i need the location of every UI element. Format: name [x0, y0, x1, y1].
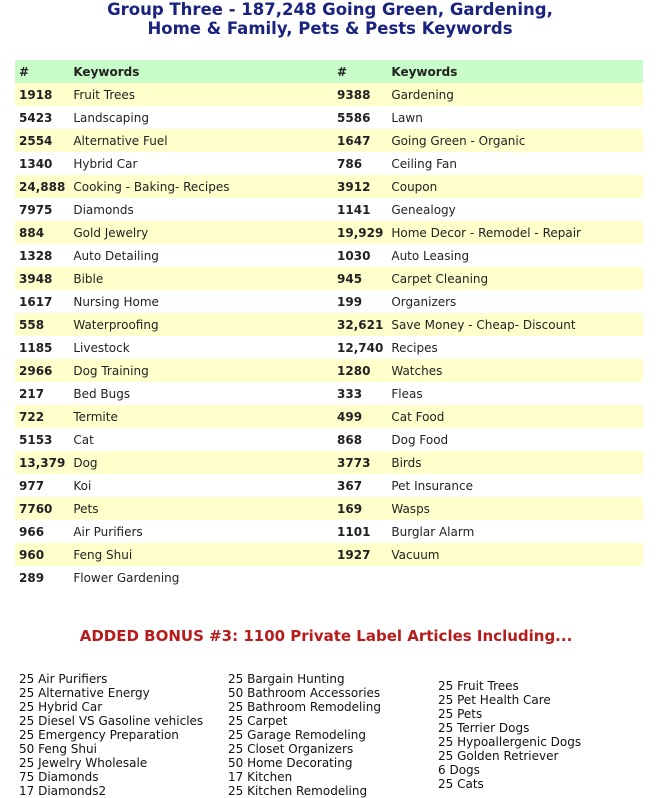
header-count-right: #: [333, 60, 387, 83]
list-item: 25 Kitchen Remodeling: [228, 784, 368, 798]
row-count-left: 13,379: [15, 451, 69, 474]
row-count-left: 217: [15, 382, 69, 405]
list-item: 25 Hybrid Car: [19, 700, 103, 714]
list-item: 25 Bathroom Remodeling: [228, 700, 381, 714]
list-item: 25 Golden Retriever: [438, 749, 559, 763]
list-item: 25 Jewelry Wholesale: [19, 756, 148, 770]
header-count-left: #: [15, 60, 69, 83]
list-item: 17 Diamonds2: [19, 784, 107, 798]
row-keyword-right: [387, 566, 643, 589]
row-keyword-left: Landscaping: [69, 106, 333, 129]
row-keyword-left: Bible: [69, 267, 333, 290]
row-keyword-right: Going Green - Organic: [387, 129, 643, 152]
row-count-right: 3773: [333, 451, 387, 474]
row-keyword-left: Gold Jewelry: [69, 221, 333, 244]
list-item: 75 Diamonds: [19, 770, 99, 784]
list-item: 50 Bathroom Accessories: [228, 686, 381, 700]
row-keyword-left: Cat: [69, 428, 333, 451]
table-row: [15, 359, 643, 382]
row-count-left: 5153: [15, 428, 69, 451]
row-keyword-left: Auto Detailing: [69, 244, 333, 267]
row-keyword-right: Pet Insurance: [387, 474, 643, 497]
list-item: 25 Closet Organizers: [228, 742, 354, 756]
row-keyword-left: Feng Shui: [69, 543, 333, 566]
row-count-left: 960: [15, 543, 69, 566]
row-keyword-left: Air Purifiers: [69, 520, 333, 543]
row-keyword-left: Waterproofing: [69, 313, 333, 336]
bonus-heading: ADDED BONUS #3: 1100 Private Label Articles Including...: [79, 627, 573, 645]
table-row: [15, 543, 643, 566]
table-row: [15, 520, 643, 543]
table-row: [15, 336, 643, 359]
table-row: [15, 175, 643, 198]
row-keyword-left: Cooking - Baking- Recipes: [69, 175, 333, 198]
table-row: [15, 106, 643, 129]
row-count-right: 786: [333, 152, 387, 175]
row-keyword-right: Cat Food: [387, 405, 643, 428]
row-keyword-right: Fleas: [387, 382, 643, 405]
table-header-row: [15, 60, 643, 83]
row-keyword-right: Wasps: [387, 497, 643, 520]
row-keyword-right: Carpet Cleaning: [387, 267, 643, 290]
row-count-left: 24,888: [15, 175, 69, 198]
row-count-right: 9388: [333, 83, 387, 106]
row-keyword-right: Dog Food: [387, 428, 643, 451]
row-keyword-left: Dog Training: [69, 359, 333, 382]
header-keywords-right: Keywords: [387, 60, 643, 83]
list-item: 25 Diesel VS Gasoline vehicles: [19, 714, 204, 728]
table-row: [15, 221, 643, 244]
row-keyword-right: Ceiling Fan: [387, 152, 643, 175]
row-count-left: 5423: [15, 106, 69, 129]
table-row: [15, 244, 643, 267]
row-keyword-left: Bed Bugs: [69, 382, 333, 405]
row-keyword-right: Coupon: [387, 175, 643, 198]
row-count-left: 1328: [15, 244, 69, 267]
row-keyword-right: Vacuum: [387, 543, 643, 566]
table-row: [15, 267, 643, 290]
list-item: 25 Bargain Hunting: [228, 672, 345, 686]
list-item: 25 Emergency Preparation: [19, 728, 179, 742]
row-count-right: 367: [333, 474, 387, 497]
row-keyword-left: Dog: [69, 451, 333, 474]
row-keyword-left: Flower Gardening: [69, 566, 333, 589]
list-item: 6 Dogs: [438, 763, 480, 777]
row-keyword-left: Termite: [69, 405, 333, 428]
row-count-left: 7760: [15, 497, 69, 520]
row-keyword-left: Hybrid Car: [69, 152, 333, 175]
table-row: [15, 290, 643, 313]
row-keyword-left: Nursing Home: [69, 290, 333, 313]
row-count-left: 977: [15, 474, 69, 497]
row-count-right: 32,621: [333, 313, 387, 336]
row-keyword-left: Diamonds: [69, 198, 333, 221]
table-row: [15, 497, 643, 520]
bonus-list-col1: [19, 672, 203, 798]
table-row: [15, 428, 643, 451]
row-count-right: 12,740: [333, 336, 387, 359]
row-keyword-left: Koi: [69, 474, 333, 497]
row-count-right: 5586: [333, 106, 387, 129]
row-count-left: 3948: [15, 267, 69, 290]
row-count-right: 199: [333, 290, 387, 313]
row-keyword-right: Auto Leasing: [387, 244, 643, 267]
row-keyword-left: Fruit Trees: [69, 83, 333, 106]
list-item: 25 Hypoallergenic Dogs: [438, 735, 582, 749]
row-keyword-right: Recipes: [387, 336, 643, 359]
row-count-left: 884: [15, 221, 69, 244]
row-keyword-right: Save Money - Cheap- Discount: [387, 313, 643, 336]
list-item: 25 Terrier Dogs: [438, 721, 530, 735]
row-count-right: 1101: [333, 520, 387, 543]
table-row: [15, 405, 643, 428]
row-count-right: 1647: [333, 129, 387, 152]
row-keyword-left: Pets: [69, 497, 333, 520]
bonus-list-col3: [438, 679, 581, 791]
row-count-right: 333: [333, 382, 387, 405]
table-row: [15, 129, 643, 152]
row-keyword-right: Birds: [387, 451, 643, 474]
table-row: [15, 313, 643, 336]
list-item: 25 Pets: [438, 707, 483, 721]
row-count-right: 499: [333, 405, 387, 428]
row-keyword-right: Watches: [387, 359, 643, 382]
list-item: 25 Cats: [438, 777, 484, 791]
row-count-left: 7975: [15, 198, 69, 221]
row-count-left: 722: [15, 405, 69, 428]
row-count-right: 3912: [333, 175, 387, 198]
bonus-list-col2: [228, 672, 381, 798]
row-count-right: 945: [333, 267, 387, 290]
row-count-left: 966: [15, 520, 69, 543]
list-item: 25 Garage Remodeling: [228, 728, 366, 742]
table-row: [15, 83, 643, 106]
row-keyword-right: Burglar Alarm: [387, 520, 643, 543]
row-count-right: 1927: [333, 543, 387, 566]
table-row: [15, 152, 643, 175]
row-count-left: 2966: [15, 359, 69, 382]
table-row: [15, 474, 643, 497]
page-title-line2: Home & Family, Pets & Pests Keywords: [147, 19, 513, 38]
list-item: 25 Pet Health Care: [438, 693, 551, 707]
row-keyword-right: Lawn: [387, 106, 643, 129]
row-keyword-left: Livestock: [69, 336, 333, 359]
row-count-left: 1185: [15, 336, 69, 359]
row-keyword-right: Genealogy: [387, 198, 643, 221]
list-item: 25 Carpet: [228, 714, 288, 728]
row-count-right: 19,929: [333, 221, 387, 244]
keywords-table: [15, 60, 643, 589]
row-count-right: 1141: [333, 198, 387, 221]
row-keyword-left: Alternative Fuel: [69, 129, 333, 152]
list-item: 50 Feng Shui: [19, 742, 97, 756]
row-count-left: 1340: [15, 152, 69, 175]
row-count-right: 1030: [333, 244, 387, 267]
row-count-left: 289: [15, 566, 69, 589]
row-keyword-right: Organizers: [387, 290, 643, 313]
list-item: 25 Alternative Energy: [19, 686, 150, 700]
row-count-right: [333, 566, 387, 589]
list-item: 25 Air Purifiers: [19, 672, 108, 686]
row-count-right: 868: [333, 428, 387, 451]
list-item: 17 Kitchen: [228, 770, 293, 784]
row-keyword-right: Home Decor - Remodel - Repair: [387, 221, 643, 244]
row-count-right: 169: [333, 497, 387, 520]
row-count-left: 1617: [15, 290, 69, 313]
list-item: 25 Fruit Trees: [438, 679, 519, 693]
list-item: 50 Home Decorating: [228, 756, 353, 770]
row-keyword-right: Gardening: [387, 83, 643, 106]
page-title-line1: Group Three - 187,248 Going Green, Gardening,: [107, 0, 553, 19]
row-count-right: 1280: [333, 359, 387, 382]
page-title: [0, 0, 660, 38]
table-row: [15, 566, 643, 589]
table-row: [15, 382, 643, 405]
row-count-left: 2554: [15, 129, 69, 152]
keywords-table-body: [15, 83, 643, 589]
table-row: [15, 451, 643, 474]
header-keywords-left: Keywords: [69, 60, 333, 83]
row-count-left: 1918: [15, 83, 69, 106]
row-count-left: 558: [15, 313, 69, 336]
table-row: [15, 198, 643, 221]
